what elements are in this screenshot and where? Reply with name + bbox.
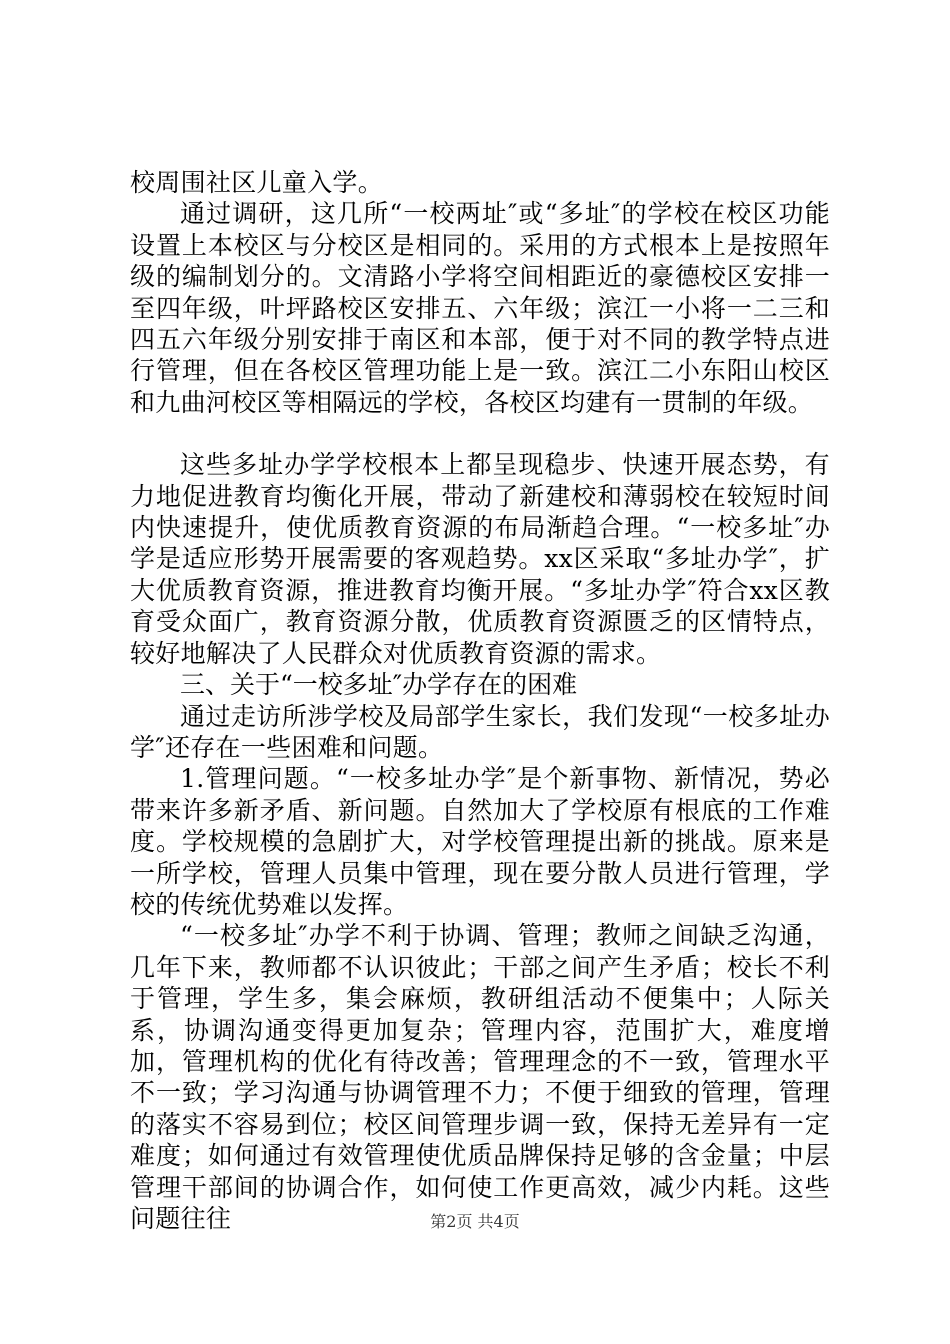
paragraph-development: 这些多址办学学校根本上都呈现稳步、快速开展态势，有力地促进教育均衡化开展，带动了新建校和薄弱校在较短时间内快速提升，使优质教育资源的布局渐趋合理。“一校多址″办学是适应形势开展需要的客观趋势。xx区采取“多址办学″，扩大优质教育资源，推进教育均衡开展。“多址办学″符合xx区教育受众面广，教育资源分散，优质教育资源匮乏的区情特点，较好地解决了人民群众对优质教育资源的需求。: [130, 450, 830, 668]
page-footer: 第2页 共4页: [430, 1212, 520, 1231]
section-heading: 三、关于“一校多址″办学存在的困难: [180, 670, 578, 700]
paragraph-management-issue: 1.管理问题。“一校多址办学″是个新事物、新情况，势必带来许多新矛盾、新问题。自然加大了学校原有根底的工作难度。学校规模的急剧扩大，对学校管理提出新的挑战。原来是一所学校，管理人员集中管理，现在要分散人员进行管理，学校的传统优势难以发挥。: [130, 764, 830, 919]
paragraph-coordination-issues: “一校多址″办学不利于协调、管理；教师之间缺乏沟通，几年下来，教师都不认识彼此；干部之间产生矛盾；校长不利于管理，学生多，集会麻烦，教研组活动不便集中；人际关系，协调沟通变得更加复杂；管理内容，范围扩大，难度增加，管理机构的优化有待改善；管理理念的不一致，管理水平不一致；学习沟通与协调管理不力；不便于细致的管理，管理的落实不容易到位；校区间管理步调一致，保持无差异有一定难度；如何通过有效管理使优质品牌保持足够的含金量；中层管理干部间的协调合作，如何使工作更高效，减少内耗。这些问题往往: [130, 921, 830, 1233]
paragraph-continuation: 校周围社区儿童入学。: [130, 168, 384, 197]
paragraph-survey: 通过调研，这几所“一校两址″或“多址″的学校在校区功能设置上本校区与分校区是相同的。采用的方式根本上是按照年级的编制划分的。文清路小学将空间相距近的豪德校区安排一至四年级，叶坪路校区安排五、六年级；滨江一小将一二三和四五六年级分别安排于南区和本部，便于对不同的教学特点进行管理，但在各校区管理功能上是一致。滨江二小东阳山校区和九曲河校区等相隔远的学校，各校区均建有一贯制的年级。: [130, 199, 830, 417]
paragraph-findings: 通过走访所涉学校及局部学生家长，我们发现“一校多址办学″还存在一些困难和问题。: [130, 701, 830, 762]
document-body: [130, 167, 830, 1234]
